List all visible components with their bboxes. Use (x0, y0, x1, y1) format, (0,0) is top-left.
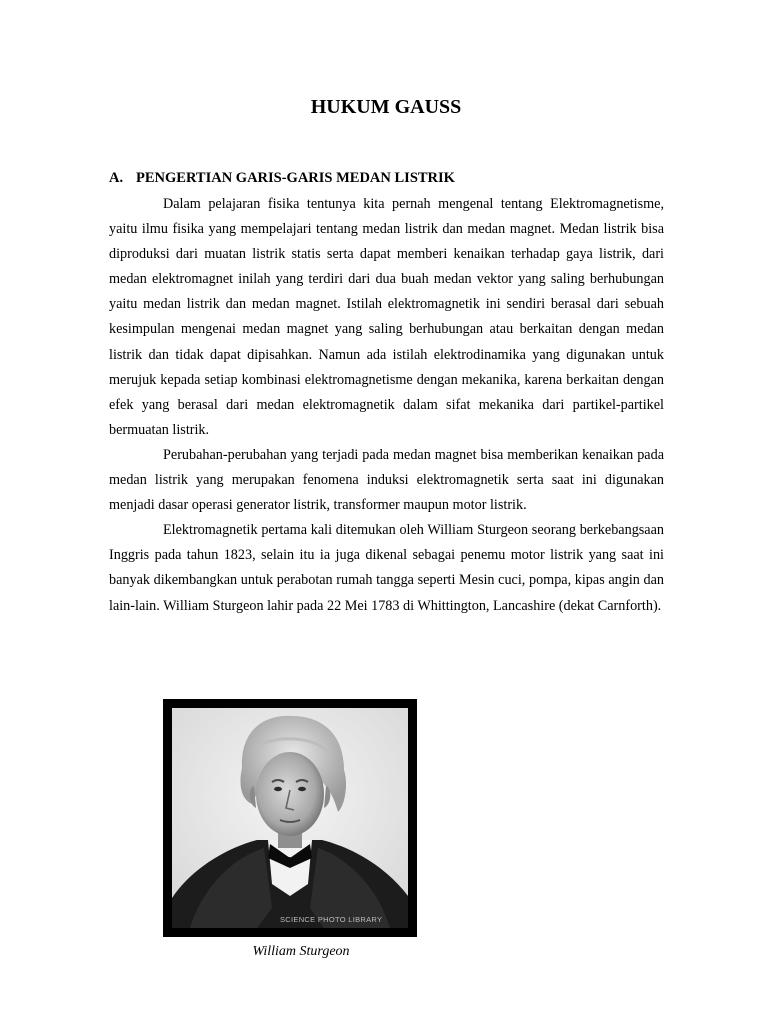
document-title: HUKUM GAUSS (310, 96, 462, 118)
body-text (109, 192, 664, 619)
paragraph-1: Dalam pelajaran fisika tentunya kita pernah mengenal tentang Elektromagnetisme, yaitu ilmu fisika yang mempelajari tentang medan listrik dan medan magnet. Medan listrik bisa diproduksi dari muatan listrik statis serta dapat memberi kenaikan terhadap gaya listrik, dari medan elektromagnet inilah yang terdiri dari dua buah medan vektor yang saling berhubungan yaitu medan listrik dan medan magnet. Istilah elektromagnetik ini sendiri berasal dari sebuah kesimpulan mengenai medan magnet yang saling berhubungan atau berkaitan dengan medan listrik dan tidak dapat dipisahkan. Namun ada istilah elektrodinamika yang digunakan untuk merujuk kepada setiap kombinasi elektromagnetisme dengan mekanika, karena berkaitan dengan efek yang berasal dari medan elektromagnetik dalam sifat mekanika dari partikel-partikel bermuatan listrik. (109, 196, 664, 438)
figure-caption: William Sturgeon (252, 944, 350, 959)
section-heading (109, 170, 455, 187)
paragraph-2: Perubahan-perubahan yang terjadi pada medan magnet bisa memberikan kenaikan pada medan listrik yang merupakan fenomena induksi elektromagnetik serta saat ini digunakan menjadi dasar operasi generator listrik, transformer maupun motor listrik. (109, 446, 664, 514)
watermark-text: SCIENCE PHOTO LIBRARY (280, 915, 383, 924)
section-heading-text: PENGERTIAN GARIS-GARIS MEDAN LISTRIK (136, 170, 455, 186)
paragraph-3: Elektromagnetik pertama kali ditemukan oleh William Sturgeon seorang berkebangsaan Inggris pada tahun 1823, selain itu ia juga dikenal sebagai penemu motor listrik yang saat ini banyak dikembangkan untuk perabotan rumah tangga seperti Mesin cuci, pompa, kipas angin dan lain-lain. William Sturgeon lahir pada 22 Mei 1783 di Whittington, Lancashire (dekat Carnforth). (109, 522, 664, 614)
portrait-figure (163, 699, 417, 937)
portrait-image (172, 708, 408, 928)
section-number: A. (109, 170, 124, 186)
